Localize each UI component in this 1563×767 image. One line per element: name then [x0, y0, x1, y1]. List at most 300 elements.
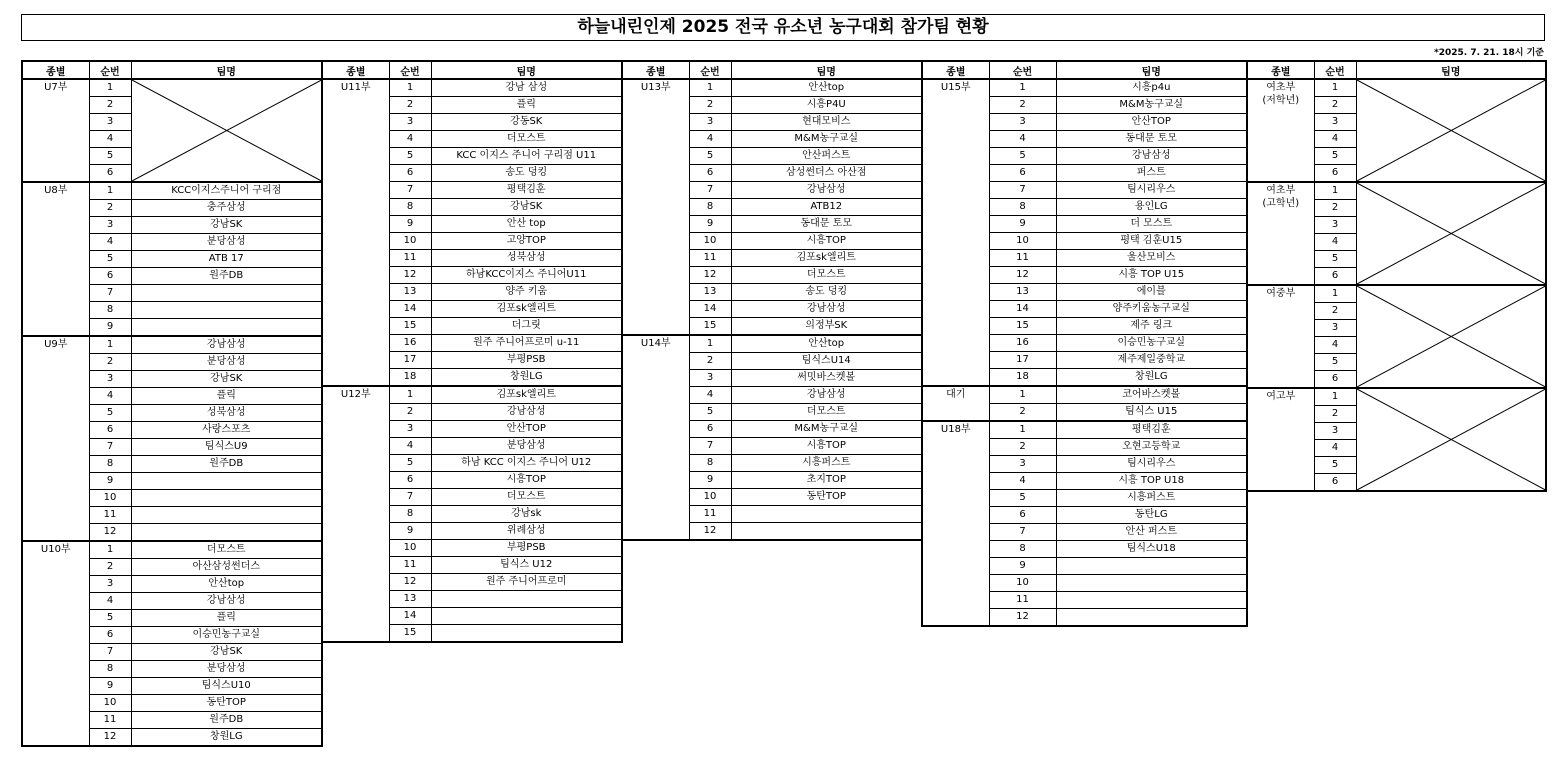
row-number: 16: [989, 335, 1056, 352]
row-number: 7: [689, 438, 731, 455]
row-number: 6: [89, 165, 131, 183]
row-number: 5: [1314, 148, 1356, 165]
table-row: [22, 541, 322, 559]
row-number: 3: [1314, 217, 1356, 234]
row-number: 4: [89, 593, 131, 610]
team-name: 창원LG: [1056, 369, 1247, 387]
team-table: [1246, 60, 1547, 492]
team-name: 성북삼성: [131, 405, 322, 422]
column-header-team: 팀명: [1356, 61, 1546, 79]
row-number: 5: [89, 610, 131, 627]
team-name: 부평PSB: [431, 352, 622, 369]
table-row: [922, 421, 1247, 439]
team-name: 원주DB: [131, 712, 322, 729]
team-name: 동탄TOP: [131, 695, 322, 712]
team-name: [131, 524, 322, 542]
division-label: U14부: [622, 335, 689, 540]
team-name: 더 모스트: [1056, 216, 1247, 233]
column-header-team: 팀명: [131, 61, 322, 79]
row-number: 1: [1314, 79, 1356, 97]
row-number: 10: [989, 575, 1056, 592]
row-number: 13: [389, 591, 431, 608]
row-number: 12: [689, 523, 731, 541]
page-title: 하늘내린인제 2025 전국 유소년 농구대회 참가팀 현황: [21, 14, 1545, 41]
row-number: 2: [689, 353, 731, 370]
row-number: 4: [1314, 440, 1356, 457]
team-name: 용인LG: [1056, 199, 1247, 216]
row-number: 12: [989, 609, 1056, 627]
row-number: 3: [1314, 320, 1356, 337]
team-name: 팀식스 U12: [431, 557, 622, 574]
row-number: 4: [89, 131, 131, 148]
team-name: 창원LG: [131, 729, 322, 747]
row-number: 7: [989, 182, 1056, 199]
table-row: [1247, 182, 1546, 200]
row-number: 8: [689, 199, 731, 216]
empty-cross-cell: [1356, 388, 1546, 491]
row-number: 1: [1314, 285, 1356, 303]
column-header-division: 종별: [22, 61, 89, 79]
team-name: 부평PSB: [431, 540, 622, 557]
row-number: 5: [389, 455, 431, 472]
row-number: 4: [989, 473, 1056, 490]
team-name: 성북삼성: [431, 250, 622, 267]
team-name: 의정부SK: [731, 318, 922, 336]
row-number: 11: [989, 592, 1056, 609]
row-number: 9: [989, 216, 1056, 233]
row-number: 2: [89, 354, 131, 371]
row-number: 14: [389, 608, 431, 625]
team-name: 창원LG: [431, 369, 622, 387]
team-name: 제주 링크: [1056, 318, 1247, 335]
table-row: [22, 182, 322, 200]
team-name: 김포sk엘리트: [431, 386, 622, 404]
team-name: 에이블: [1056, 284, 1247, 301]
row-number: 17: [389, 352, 431, 369]
row-number: 8: [389, 199, 431, 216]
row-number: 5: [389, 148, 431, 165]
team-name: 평택김훈: [1056, 421, 1247, 439]
team-table: [321, 60, 623, 643]
team-name: ATB12: [731, 199, 922, 216]
row-number: 14: [389, 301, 431, 318]
row-number: 2: [989, 439, 1056, 456]
row-number: 9: [689, 216, 731, 233]
empty-cross-cell: [1356, 182, 1546, 285]
row-number: 10: [989, 233, 1056, 250]
row-number: 4: [389, 438, 431, 455]
column-header-number: 순번: [389, 61, 431, 79]
division-label: U10부: [22, 541, 89, 746]
team-name: 분당삼성: [131, 354, 322, 371]
row-number: 18: [989, 369, 1056, 387]
row-number: 8: [89, 456, 131, 473]
team-name: 시흥퍼스트: [731, 455, 922, 472]
team-name: 평택 김훈U15: [1056, 233, 1247, 250]
team-name: 송도 덩킹: [731, 284, 922, 301]
division-label: 여고부: [1247, 388, 1314, 491]
row-number: 11: [989, 250, 1056, 267]
row-number: 1: [989, 421, 1056, 439]
row-number: 15: [689, 318, 731, 336]
team-name: 분당삼성: [131, 661, 322, 678]
team-name: M&M농구교실: [731, 421, 922, 438]
row-number: 2: [1314, 97, 1356, 114]
team-name: 하남KCC이지스 주니어U11: [431, 267, 622, 284]
row-number: 16: [389, 335, 431, 352]
team-name: [131, 302, 322, 319]
row-number: 7: [989, 524, 1056, 541]
team-name: 안산TOP: [431, 421, 622, 438]
empty-cross-cell: [1356, 79, 1546, 182]
row-number: 4: [1314, 234, 1356, 251]
team-name: 팀식스U10: [131, 678, 322, 695]
row-number: 6: [1314, 371, 1356, 389]
row-number: 10: [689, 489, 731, 506]
team-name: 더모스트: [431, 489, 622, 506]
row-number: 8: [989, 199, 1056, 216]
row-number: 9: [389, 523, 431, 540]
team-name: 강남SK: [131, 217, 322, 234]
row-number: 5: [89, 405, 131, 422]
team-name: KCC 이지스 주니어 구리점 U11: [431, 148, 622, 165]
team-name: 사랑스포츠: [131, 422, 322, 439]
division-label: U15부: [922, 79, 989, 386]
row-number: 15: [389, 625, 431, 643]
row-number: 3: [1314, 423, 1356, 440]
table-row: [1247, 79, 1546, 97]
table-row: [622, 335, 922, 353]
team-name: 오현고등학교: [1056, 439, 1247, 456]
team-name: 팀시리우스: [1056, 456, 1247, 473]
row-number: 8: [89, 661, 131, 678]
team-name: 더모스트: [731, 404, 922, 421]
row-number: 1: [89, 336, 131, 354]
division-label: 여중부: [1247, 285, 1314, 388]
team-name: [131, 285, 322, 302]
column-header-division: 종별: [922, 61, 989, 79]
row-number: 14: [689, 301, 731, 318]
team-name: 원주DB: [131, 268, 322, 285]
row-number: 10: [89, 490, 131, 507]
row-number: 3: [89, 217, 131, 234]
row-number: 1: [89, 79, 131, 97]
division-label: 여초부 (저학년): [1247, 79, 1314, 182]
row-number: 3: [989, 114, 1056, 131]
team-name: 시흥p4u: [1056, 79, 1247, 97]
team-name: KCC이지스주니어 구리점: [131, 182, 322, 200]
row-number: 5: [689, 148, 731, 165]
row-number: 1: [89, 182, 131, 200]
row-number: 11: [389, 557, 431, 574]
division-label: U13부: [622, 79, 689, 335]
row-number: 18: [389, 369, 431, 387]
row-number: 3: [689, 370, 731, 387]
row-number: 2: [689, 97, 731, 114]
team-name: 충주삼성: [131, 200, 322, 217]
row-number: 9: [689, 472, 731, 489]
table-row: [322, 79, 622, 97]
row-number: 9: [989, 558, 1056, 575]
row-number: 6: [389, 165, 431, 182]
team-name: ATB 17: [131, 251, 322, 268]
row-number: 4: [1314, 337, 1356, 354]
team-name: 강남삼성: [431, 404, 622, 421]
row-number: 5: [989, 490, 1056, 507]
row-number: 2: [389, 97, 431, 114]
team-name: 강남삼성: [131, 593, 322, 610]
table-row: [1247, 285, 1546, 303]
team-name: 고양TOP: [431, 233, 622, 250]
row-number: 2: [89, 97, 131, 114]
team-name: 제주제일중학교: [1056, 352, 1247, 369]
team-name: [431, 625, 622, 643]
team-name: 초지TOP: [731, 472, 922, 489]
team-table: [621, 60, 923, 541]
row-number: 5: [89, 148, 131, 165]
table-row: [922, 386, 1247, 404]
row-number: 1: [89, 541, 131, 559]
team-name: 시흥P4U: [731, 97, 922, 114]
row-number: 2: [1314, 200, 1356, 217]
row-number: 6: [989, 507, 1056, 524]
row-number: 6: [89, 422, 131, 439]
team-name: [131, 473, 322, 490]
division-label: 대기: [922, 386, 989, 421]
team-name: 시흥TOP: [431, 472, 622, 489]
row-number: 11: [89, 507, 131, 524]
team-name: 울산모비스: [1056, 250, 1247, 267]
team-name: 시흥 TOP U15: [1056, 267, 1247, 284]
column-header-team: 팀명: [1056, 61, 1247, 79]
row-number: 6: [1314, 165, 1356, 183]
row-number: 8: [989, 541, 1056, 558]
row-number: 6: [989, 165, 1056, 182]
team-name: 강남sk: [431, 506, 622, 523]
row-number: 1: [389, 79, 431, 97]
row-number: 3: [89, 371, 131, 388]
team-name: 팀시리우스: [1056, 182, 1247, 199]
row-number: 9: [389, 216, 431, 233]
team-name: 안산 퍼스트: [1056, 524, 1247, 541]
row-number: 11: [89, 712, 131, 729]
division-label: U11부: [322, 79, 389, 386]
row-number: 1: [1314, 182, 1356, 200]
division-label: U7부: [22, 79, 89, 182]
team-name: 원주 주니어프로미 u-11: [431, 335, 622, 352]
row-number: 5: [89, 251, 131, 268]
empty-cross-cell: [1356, 285, 1546, 388]
row-number: 11: [689, 506, 731, 523]
row-number: 12: [389, 267, 431, 284]
row-number: 12: [989, 267, 1056, 284]
column-header-division: 종별: [622, 61, 689, 79]
row-number: 12: [689, 267, 731, 284]
row-number: 17: [989, 352, 1056, 369]
column-header-division: 종별: [322, 61, 389, 79]
row-number: 6: [1314, 474, 1356, 492]
team-table: [21, 60, 323, 747]
team-name: 위례삼성: [431, 523, 622, 540]
row-number: 2: [1314, 303, 1356, 320]
team-name: 안산top: [131, 576, 322, 593]
row-number: 6: [89, 627, 131, 644]
team-name: 플릭: [431, 97, 622, 114]
row-number: 12: [389, 574, 431, 591]
row-number: 4: [389, 131, 431, 148]
date-note: *2025. 7. 21. 18시 기준: [1434, 48, 1544, 58]
row-number: 7: [89, 285, 131, 302]
row-number: 9: [89, 473, 131, 490]
row-number: 1: [989, 79, 1056, 97]
row-number: 9: [89, 319, 131, 337]
row-number: 2: [1314, 406, 1356, 423]
team-name: 팀식스U9: [131, 439, 322, 456]
team-name: 강남삼성: [731, 301, 922, 318]
row-number: 5: [1314, 457, 1356, 474]
row-number: 11: [689, 250, 731, 267]
row-number: 1: [389, 386, 431, 404]
team-name: 퍼스트: [1056, 165, 1247, 182]
row-number: 5: [989, 148, 1056, 165]
cross-mark-icon: [1357, 183, 1546, 284]
row-number: 8: [689, 455, 731, 472]
table-row: [622, 79, 922, 97]
row-number: 11: [389, 250, 431, 267]
table-row: [322, 386, 622, 404]
team-name: 안산top: [731, 335, 922, 353]
team-name: 팀식스 U15: [1056, 404, 1247, 422]
team-name: 원주 주니어프로미: [431, 574, 622, 591]
team-name: 팀식스U14: [731, 353, 922, 370]
row-number: 3: [89, 576, 131, 593]
column-header-team: 팀명: [731, 61, 922, 79]
table-row: [922, 79, 1247, 97]
row-number: 8: [89, 302, 131, 319]
row-number: 4: [989, 131, 1056, 148]
row-number: 3: [689, 114, 731, 131]
cross-mark-icon: [1357, 389, 1546, 490]
team-name: 분당삼성: [431, 438, 622, 455]
row-number: 10: [389, 540, 431, 557]
team-name: 팀식스U18: [1056, 541, 1247, 558]
row-number: 7: [689, 182, 731, 199]
team-name: 시흥퍼스트: [1056, 490, 1247, 507]
division-label: 여초부 (고학년): [1247, 182, 1314, 285]
row-number: 3: [389, 114, 431, 131]
team-name: 강동SK: [431, 114, 622, 131]
team-name: 안산 top: [431, 216, 622, 233]
team-name: [131, 507, 322, 524]
cross-mark-icon: [1357, 80, 1546, 181]
row-number: 2: [389, 404, 431, 421]
team-name: 강남 삼성: [431, 79, 622, 97]
team-name: [1056, 609, 1247, 627]
team-name: 강남삼성: [731, 182, 922, 199]
team-name: 코어바스켓볼: [1056, 386, 1247, 404]
table-row: [22, 336, 322, 354]
team-name: 양주키움농구교실: [1056, 301, 1247, 318]
row-number: 3: [989, 456, 1056, 473]
row-number: 4: [89, 234, 131, 251]
row-number: 3: [389, 421, 431, 438]
team-name: 동대문 토모: [1056, 131, 1247, 148]
column-header-number: 순번: [89, 61, 131, 79]
team-name: 김포sk엘리트: [731, 250, 922, 267]
row-number: 10: [89, 695, 131, 712]
division-label: U8부: [22, 182, 89, 336]
row-number: 4: [89, 388, 131, 405]
row-number: 7: [89, 644, 131, 661]
team-name: 동탄TOP: [731, 489, 922, 506]
row-number: 7: [389, 182, 431, 199]
row-number: 12: [89, 729, 131, 747]
row-number: 2: [989, 404, 1056, 422]
team-name: 강남SK: [431, 199, 622, 216]
row-number: 13: [689, 284, 731, 301]
row-number: 2: [989, 97, 1056, 114]
team-name: 시흥TOP: [731, 438, 922, 455]
row-number: 6: [89, 268, 131, 285]
team-name: [731, 506, 922, 523]
row-number: 6: [389, 472, 431, 489]
row-number: 6: [689, 165, 731, 182]
row-number: 8: [389, 506, 431, 523]
team-name: 시흥TOP: [731, 233, 922, 250]
row-number: 1: [689, 79, 731, 97]
column-header-number: 순번: [989, 61, 1056, 79]
team-name: 플릭: [131, 388, 322, 405]
team-name: 더모스트: [131, 541, 322, 559]
team-name: 써밋바스켓볼: [731, 370, 922, 387]
team-name: 플릭: [131, 610, 322, 627]
row-number: 14: [989, 301, 1056, 318]
team-name: 현대모비스: [731, 114, 922, 131]
team-name: 안산TOP: [1056, 114, 1247, 131]
row-number: 4: [689, 131, 731, 148]
team-name: 동대문 토모: [731, 216, 922, 233]
row-number: 3: [89, 114, 131, 131]
team-name: [1056, 558, 1247, 575]
row-number: 2: [89, 200, 131, 217]
column-header-division: 종별: [1247, 61, 1314, 79]
row-number: 3: [1314, 114, 1356, 131]
team-name: [1056, 575, 1247, 592]
team-name: [131, 490, 322, 507]
row-number: 10: [689, 233, 731, 250]
team-name: 강남삼성: [131, 336, 322, 354]
team-name: [431, 608, 622, 625]
row-number: 7: [389, 489, 431, 506]
row-number: 15: [389, 318, 431, 335]
division-label: U18부: [922, 421, 989, 626]
team-name: 더모스트: [731, 267, 922, 284]
team-name: 강남삼성: [731, 387, 922, 404]
team-name: 원주DB: [131, 456, 322, 473]
team-name: 안산top: [731, 79, 922, 97]
team-name: 송도 덩킹: [431, 165, 622, 182]
table-row: [22, 79, 322, 97]
team-name: 강남삼성: [1056, 148, 1247, 165]
team-name: 김포sk엘리트: [431, 301, 622, 318]
row-number: 9: [89, 678, 131, 695]
row-number: 1: [1314, 388, 1356, 406]
team-name: 분당삼성: [131, 234, 322, 251]
team-name: 이승민농구교실: [1056, 335, 1247, 352]
row-number: 10: [389, 233, 431, 250]
team-name: 평택김훈: [431, 182, 622, 199]
row-number: 5: [1314, 251, 1356, 268]
